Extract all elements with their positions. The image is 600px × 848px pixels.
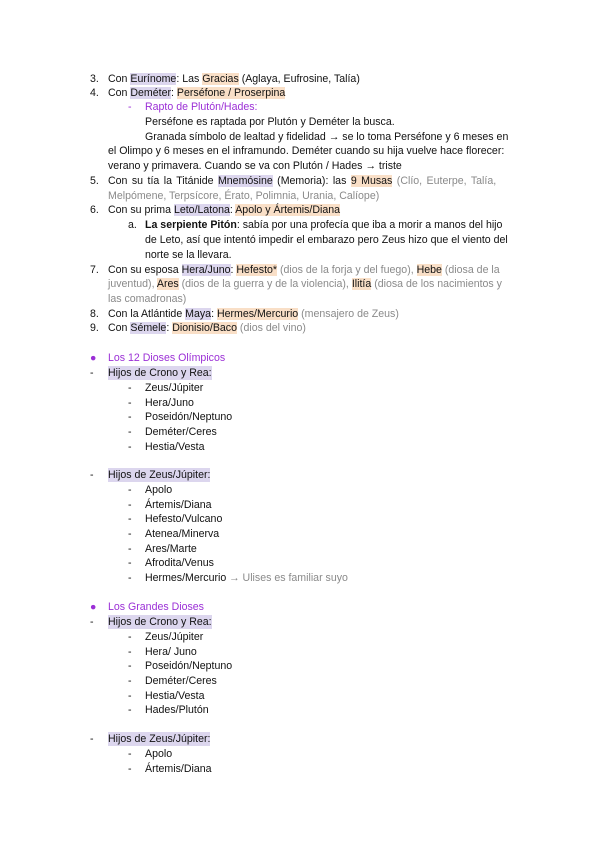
list-item bbox=[128, 556, 214, 570]
dash: - bbox=[128, 704, 132, 717]
dash: - bbox=[90, 469, 94, 481]
list-item bbox=[128, 689, 205, 703]
god-name: Hera/ Juno bbox=[145, 645, 197, 658]
text: : bbox=[171, 87, 177, 99]
children-name: Hefesto* bbox=[236, 264, 278, 276]
list-number: 8. bbox=[90, 308, 99, 320]
text: : bbox=[211, 308, 217, 320]
list-item-6 bbox=[90, 203, 341, 217]
rapto-line-2: Granada símbolo de lealtad y fidelidad → se lo toma Perséfone y 6 meses en bbox=[145, 131, 509, 143]
text: Con su tía la Titánide bbox=[108, 175, 218, 187]
section-title: Los 12 Dioses Olímpicos bbox=[108, 352, 226, 364]
list-item bbox=[128, 396, 194, 410]
dash: - bbox=[128, 425, 132, 438]
god-name: Apolo bbox=[145, 748, 173, 760]
partner-name: Mnemósine bbox=[217, 175, 273, 187]
text: (Aglaya, Eufrosine, Talía) bbox=[238, 73, 360, 85]
partner-name: Hera/Juno bbox=[181, 264, 231, 276]
children-name: Hebe bbox=[416, 264, 442, 276]
list-number: 3. bbox=[90, 73, 99, 85]
children-name: Ares bbox=[156, 278, 179, 290]
partner-name: Sémele bbox=[130, 322, 167, 334]
text: Con su esposa bbox=[108, 264, 182, 276]
sub-letter: a. bbox=[128, 219, 137, 231]
god-name: Deméter/Ceres bbox=[145, 674, 217, 687]
text: : bbox=[229, 204, 236, 216]
serpent-name: La serpiente Pitón bbox=[145, 219, 237, 231]
dash: - bbox=[128, 631, 132, 643]
bullet-icon: ● bbox=[90, 601, 97, 613]
god-name: Zeus/Júpiter bbox=[145, 631, 204, 643]
text: : bbox=[230, 264, 237, 276]
description: (dios del vino) bbox=[236, 322, 306, 334]
god-name: Hera/Juno bbox=[145, 396, 194, 409]
sub-item-a bbox=[128, 218, 503, 232]
description: (dios de la forja y del fuego), bbox=[277, 264, 417, 276]
description: (mensajero de Zeus) bbox=[298, 308, 399, 320]
dash: - bbox=[128, 542, 132, 555]
god-name: Ares/Marte bbox=[145, 542, 197, 555]
dash: - bbox=[128, 571, 132, 584]
list-item bbox=[128, 425, 217, 439]
list-item bbox=[128, 410, 233, 424]
partner-name: Leto/Latona bbox=[173, 204, 230, 216]
list-item bbox=[128, 542, 197, 556]
dash: - bbox=[90, 616, 94, 628]
list-item bbox=[128, 645, 197, 659]
rapto-line-4: verano y primavera. Cuando se va con Plutón / Hades → triste bbox=[108, 160, 402, 172]
rapto-line-1: Perséfone es raptada por Plutón y Deméter la busca. bbox=[145, 116, 395, 128]
group-zeus bbox=[90, 732, 211, 746]
god-name: Hefesto/Vulcano bbox=[145, 513, 223, 526]
list-item bbox=[128, 571, 227, 585]
god-name: Deméter/Ceres bbox=[145, 425, 217, 438]
text: Con la Atlántide bbox=[108, 308, 186, 320]
description: (diosa de la bbox=[441, 264, 500, 276]
item-7-line-2 bbox=[108, 277, 502, 291]
dash: - bbox=[128, 396, 132, 409]
group-crono-rea bbox=[90, 615, 212, 629]
children-name: Ilitía bbox=[351, 278, 372, 290]
dash: - bbox=[90, 367, 94, 379]
children-name: Gracias bbox=[202, 73, 239, 85]
bullet-icon: ● bbox=[90, 352, 97, 364]
item-7-line-3: las comadronas) bbox=[108, 293, 187, 305]
text: : sabía por una profecía que iba a morir a manos del hijo bbox=[236, 219, 503, 231]
group-label: Hijos de Crono y Rea: bbox=[108, 367, 212, 379]
god-name: Ártemis/Diana bbox=[145, 762, 212, 775]
children-name: Dionisio/Baco bbox=[172, 322, 237, 334]
list-item bbox=[128, 747, 173, 761]
god-name: Hades/Plutón bbox=[145, 704, 209, 717]
section-olimpicos bbox=[90, 351, 226, 365]
description: (dios de la guerra y de la violencia), bbox=[178, 278, 352, 290]
description: juventud), bbox=[108, 278, 157, 290]
list-item bbox=[128, 762, 212, 776]
description: (diosa de los nacimientos y bbox=[371, 278, 502, 290]
dash: - bbox=[128, 674, 132, 687]
god-name: Hestia/Vesta bbox=[145, 440, 205, 453]
list-item bbox=[128, 381, 204, 395]
dash: - bbox=[128, 411, 132, 424]
text: : Las bbox=[176, 73, 203, 85]
god-name: Poseidón/Neptuno bbox=[145, 411, 233, 424]
children-name: 9 Musas bbox=[350, 175, 393, 187]
rapto-title: Rapto de Plutón/Hades: bbox=[145, 101, 258, 113]
god-name: Ártemis/Diana bbox=[145, 498, 212, 511]
list-item bbox=[128, 703, 209, 717]
dash: - bbox=[128, 527, 132, 540]
group-zeus bbox=[90, 468, 211, 482]
list-item bbox=[128, 674, 217, 688]
god-name: Zeus/Júpiter bbox=[145, 382, 204, 394]
dash: - bbox=[128, 645, 132, 658]
text: Con bbox=[108, 322, 131, 334]
dash: - bbox=[128, 484, 132, 496]
group-crono-rea bbox=[90, 366, 212, 380]
list-number: 7. bbox=[90, 264, 99, 276]
dash: - bbox=[128, 382, 132, 394]
rapto-heading bbox=[128, 100, 258, 114]
list-number: 9. bbox=[90, 322, 99, 334]
list-item bbox=[128, 527, 220, 541]
god-name: Afrodita/Venus bbox=[145, 557, 214, 570]
description: (Clío, Euterpe, Talía, bbox=[392, 175, 497, 187]
section-title: Los Grandes Dioses bbox=[108, 601, 204, 613]
dash: - bbox=[128, 748, 132, 760]
dash: - bbox=[128, 660, 132, 673]
list-item bbox=[128, 483, 173, 497]
rapto-line-3: el Olimpo y 6 meses en el inframundo. Deméter cuando su hija vuelve hace florecer: bbox=[108, 145, 505, 157]
dash: - bbox=[128, 689, 132, 702]
partner-name: Eurínome bbox=[130, 73, 177, 85]
list-number: 5. bbox=[90, 175, 99, 187]
text: Con bbox=[108, 87, 131, 99]
group-label: Hijos de Zeus/Júpiter: bbox=[108, 469, 211, 481]
partner-name: Maya bbox=[185, 308, 212, 320]
muses-names: Melpómene, Terpsícore, Érato, Polimnia, Urania, Calíope) bbox=[108, 190, 380, 202]
list-item bbox=[128, 512, 223, 526]
dash: - bbox=[128, 762, 132, 775]
god-name: Apolo bbox=[145, 484, 173, 496]
list-item-8 bbox=[90, 307, 399, 321]
list-item-3 bbox=[90, 72, 360, 86]
dash: - bbox=[128, 101, 132, 113]
list-number: 4. bbox=[90, 87, 99, 99]
ulises-note: → Ulises es familiar suyo bbox=[229, 572, 348, 584]
list-item-7 bbox=[90, 263, 500, 277]
dash: - bbox=[128, 513, 132, 526]
list-item bbox=[128, 659, 233, 673]
dash: - bbox=[128, 498, 132, 511]
text: Con bbox=[108, 73, 131, 85]
list-item bbox=[128, 630, 204, 644]
god-name: Hestia/Vesta bbox=[145, 689, 205, 702]
list-item-5 bbox=[90, 174, 497, 188]
text: (Memoria): las bbox=[272, 175, 351, 187]
group-label: Hijos de Crono y Rea: bbox=[108, 616, 212, 628]
list-item bbox=[128, 498, 212, 512]
god-name: Poseidón/Neptuno bbox=[145, 660, 233, 673]
section-grandes bbox=[90, 600, 204, 614]
text: : bbox=[166, 322, 173, 334]
serpent-line-3: norte se la llevara. bbox=[145, 249, 232, 261]
dash: - bbox=[128, 557, 132, 570]
list-item-4 bbox=[90, 86, 286, 100]
children-name: Perséfone / Proserpina bbox=[176, 87, 286, 99]
list-item-9 bbox=[90, 321, 306, 335]
children-name: Apolo y Ártemis/Diana bbox=[235, 204, 341, 216]
list-number: 6. bbox=[90, 204, 99, 216]
serpent-line-2: de Leto, así que intentó impedir el embarazo pero Zeus hizo que el viento del bbox=[145, 234, 508, 246]
group-label: Hijos de Zeus/Júpiter: bbox=[108, 733, 211, 745]
dash: - bbox=[128, 440, 132, 453]
partner-name: Deméter bbox=[130, 87, 172, 99]
god-name: Atenea/Minerva bbox=[145, 527, 220, 540]
children-name: Hermes/Mercurio bbox=[216, 308, 299, 320]
god-name: Hermes/Mercurio bbox=[145, 571, 227, 584]
text: Con su prima bbox=[108, 204, 174, 216]
list-item bbox=[128, 440, 205, 454]
dash: - bbox=[90, 733, 94, 745]
